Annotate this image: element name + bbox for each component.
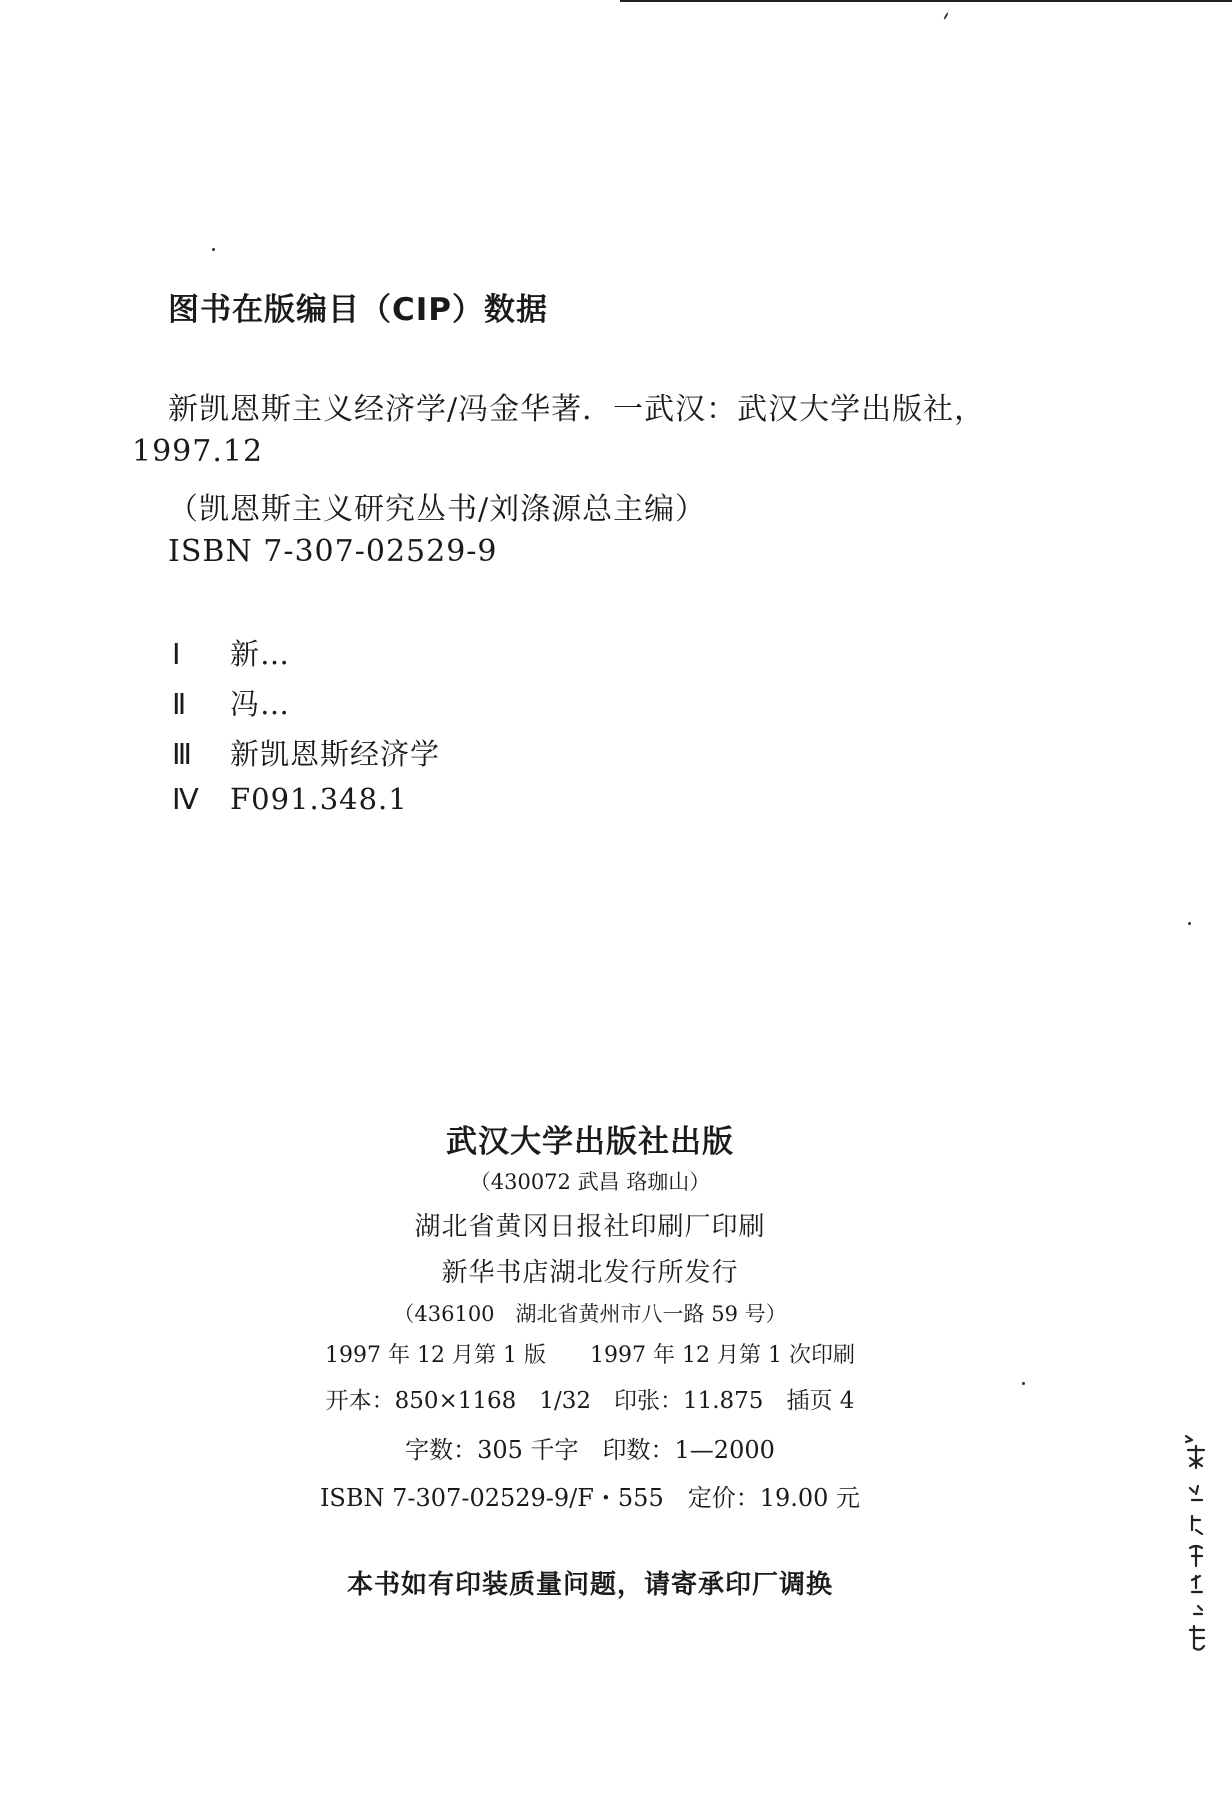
classification-row bbox=[172, 732, 440, 773]
imprint-publisher: 武汉大学出版社出版 bbox=[446, 1124, 734, 1160]
classification-text: F091.348.1 bbox=[230, 782, 408, 816]
imprint-publisher-address: （430072 武昌 珞珈山） bbox=[469, 1170, 711, 1194]
imprint-edition-dates: 1997 年 12 月第 1 版 1997 年 12 月第 1 次印刷 bbox=[325, 1343, 855, 1368]
classification-numeral: Ⅲ bbox=[172, 739, 192, 771]
cip-heading: 图书在版编目（CIP）数据 bbox=[168, 292, 549, 328]
classification-numeral: Ⅰ bbox=[172, 639, 181, 671]
top-rule bbox=[620, 0, 1232, 2]
classification-row bbox=[172, 782, 408, 817]
scan-speck bbox=[943, 12, 949, 20]
imprint-isbn-price: ISBN 7-307-02529-9/F・555 定价：19.00 元 bbox=[319, 1484, 861, 1512]
cip-date-line: 1997.12 bbox=[132, 434, 264, 469]
imprint-printer: 湖北省黄冈日报社印刷厂印刷 bbox=[414, 1212, 766, 1242]
imprint-format: 开本：850×1168 1/32 印张：11.875 插页 4 bbox=[325, 1388, 855, 1414]
imprint-distributor: 新华书店湖北发行所发行 bbox=[441, 1258, 739, 1288]
classification-text: 冯… bbox=[230, 687, 291, 721]
classification-text: 新凯恩斯经济学 bbox=[230, 737, 441, 771]
classification-numeral: Ⅳ bbox=[172, 784, 199, 816]
classification-row bbox=[172, 682, 290, 723]
cip-series-line: （凯恩斯主义研究丛书/刘涤源总主编） bbox=[168, 492, 707, 527]
classification-numeral: Ⅱ bbox=[172, 689, 187, 721]
scan-speck bbox=[212, 248, 215, 251]
cip-title-line: 新凯恩斯主义经济学/冯金华著．一武汉：武汉大学出版社， bbox=[168, 392, 986, 427]
quality-notice: 本书如有印装质量问题，请寄承印厂调换 bbox=[346, 1570, 833, 1600]
scan-speck bbox=[1022, 1382, 1025, 1385]
imprint-word-count: 字数：305 千字 印数：1—2000 bbox=[405, 1436, 775, 1464]
margin-handwriting bbox=[1182, 1430, 1210, 1670]
cip-isbn-line: ISBN 7-307-02529-9 bbox=[168, 534, 498, 569]
classification-row bbox=[172, 632, 290, 673]
scan-speck bbox=[1188, 922, 1191, 925]
classification-text: 新… bbox=[230, 637, 291, 671]
imprint-distributor-address: （436100 湖北省黄州市八一路 59 号） bbox=[393, 1302, 787, 1326]
